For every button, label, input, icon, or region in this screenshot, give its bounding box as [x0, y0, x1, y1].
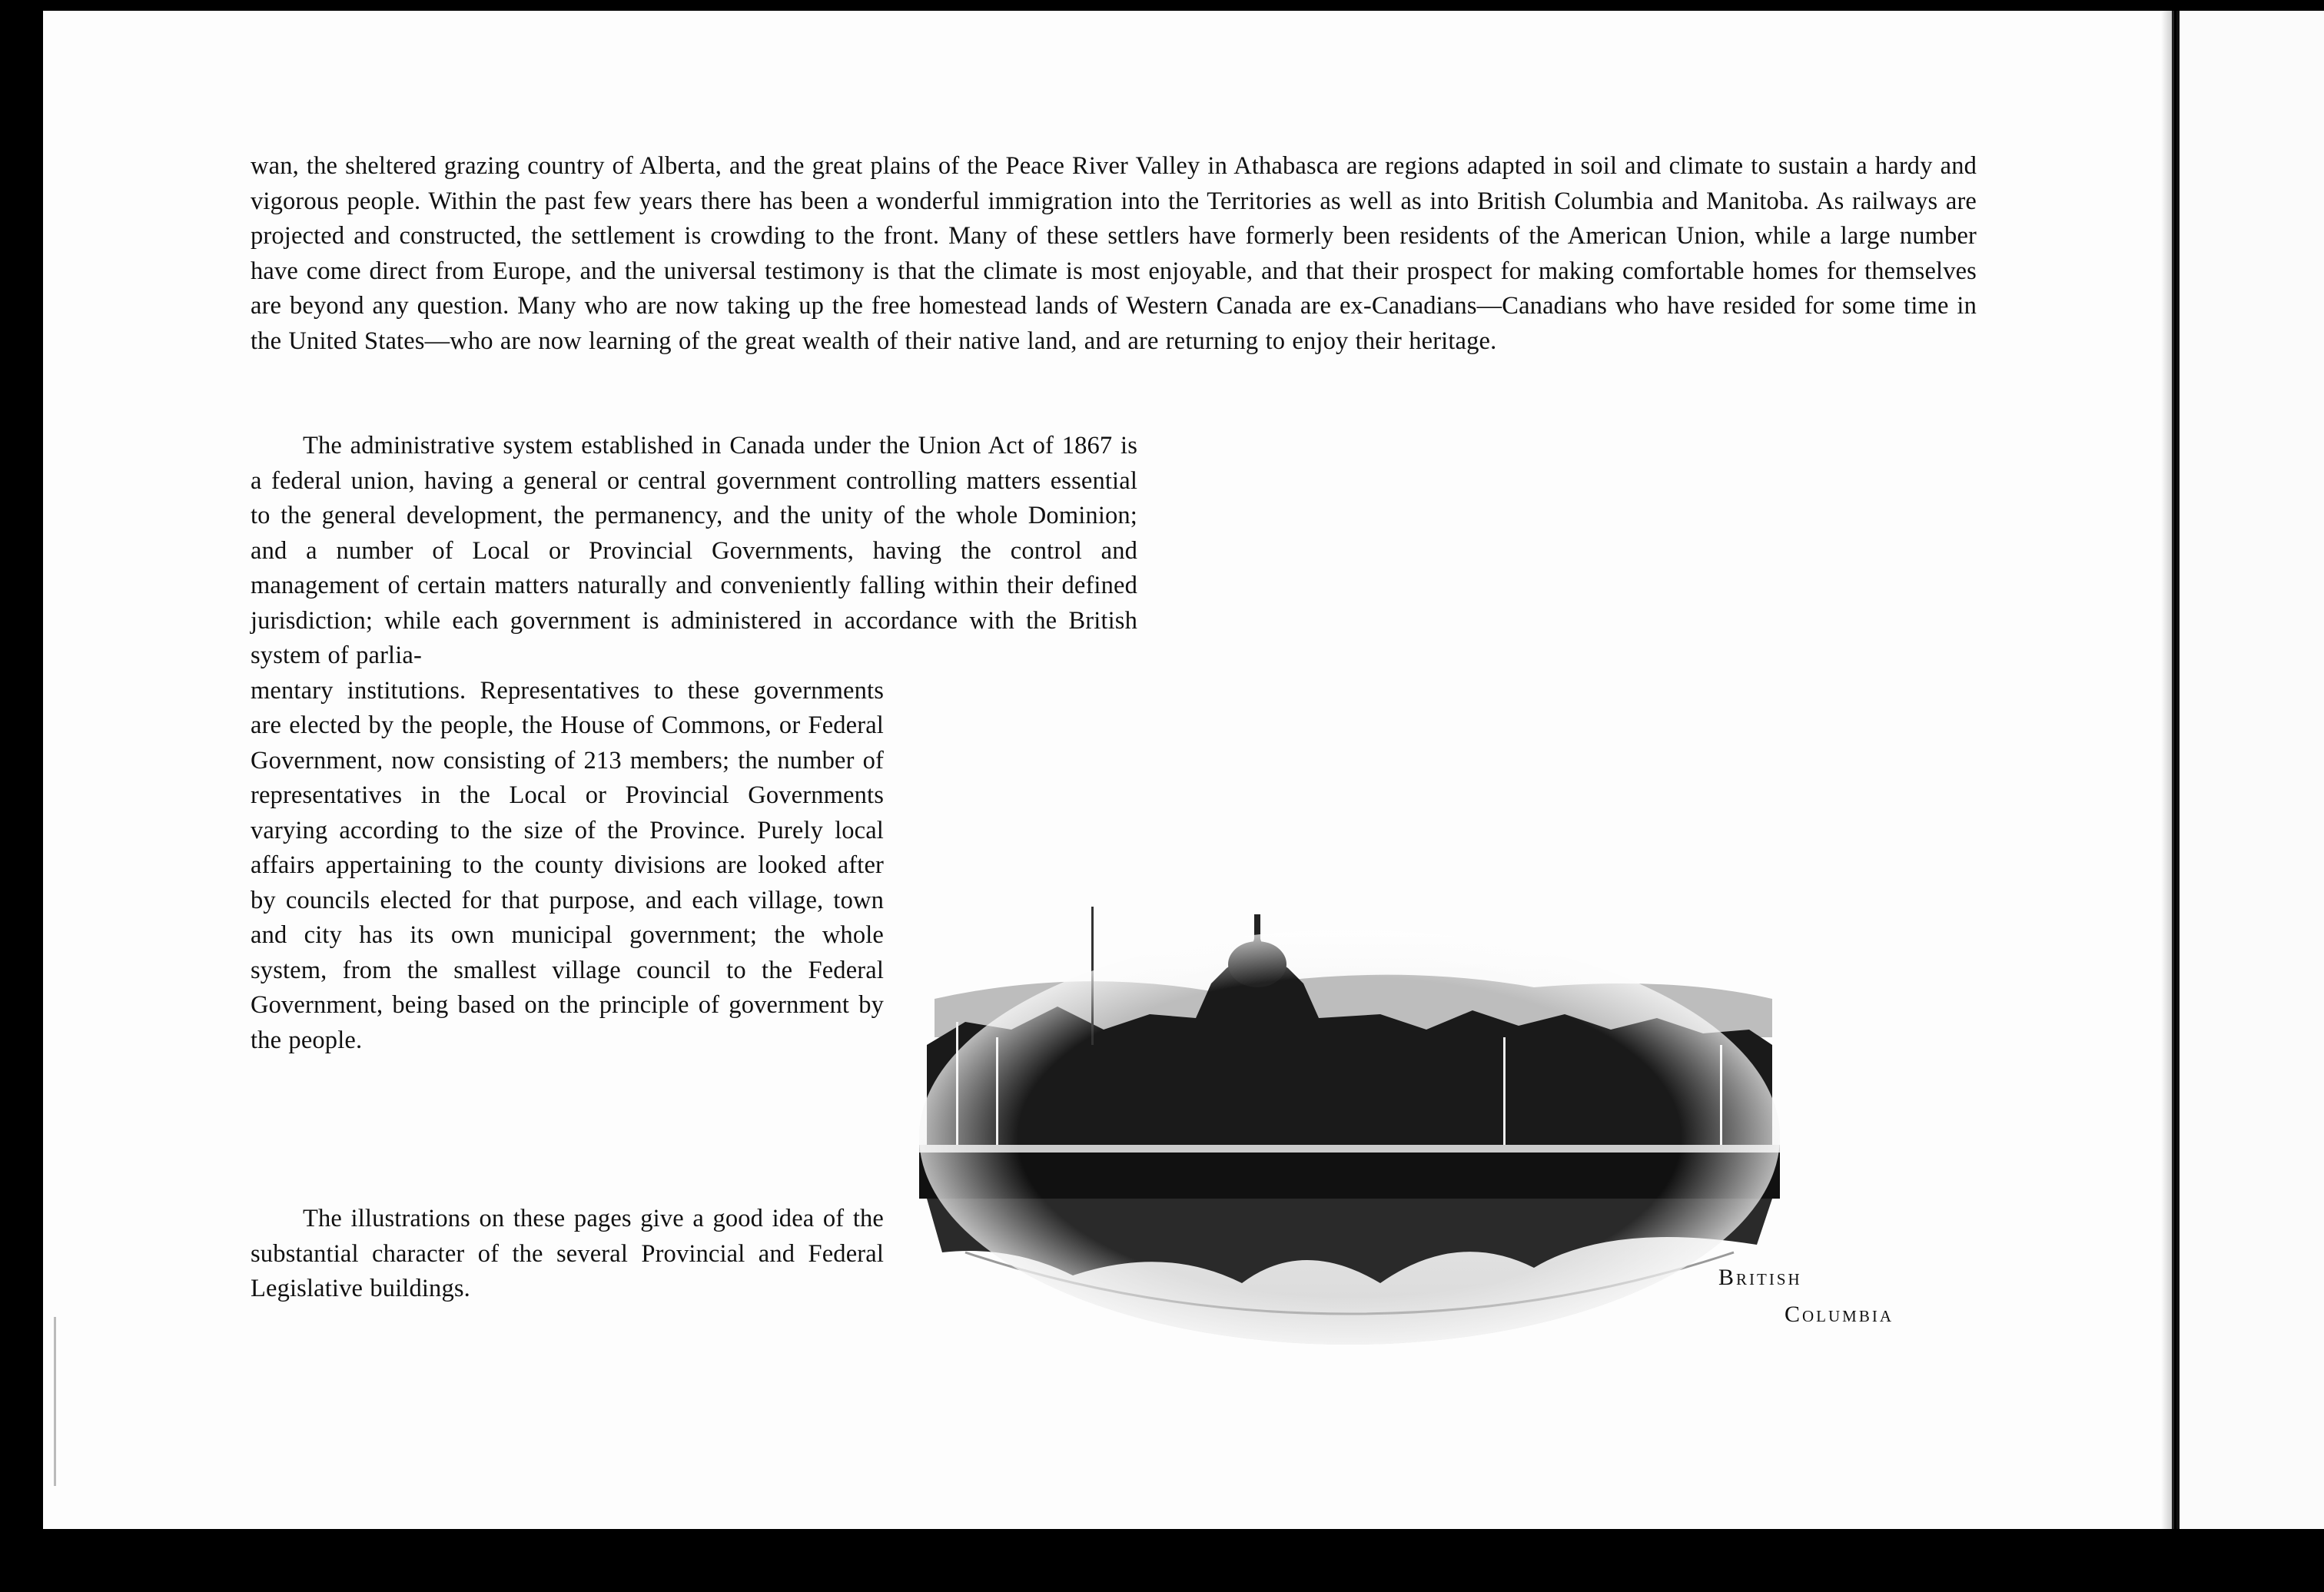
caption-line-1: British: [1718, 1265, 1802, 1290]
page-fold-shadow: [2161, 11, 2172, 1529]
right-page-edge: [2176, 11, 2324, 1529]
paragraph-administrative-system-narrow: mentary institutions. Representatives to these governments are elected by the people, the House of Commons, or Federal Government, now consisting of 213 members; the number of representatives in the Local or Provincial Governments varying according to the size of the Province. Purely local affairs appertaining to the county divisions are looked after by councils elected for that purpose, and each village, town and city has its own municipal government; the whole system, from the smallest village council to the Federal Government, being based on the principle of government by the people.: [251, 676, 884, 1054]
caption-line-2: Columbia: [1784, 1302, 1894, 1327]
margin-rule: [54, 1317, 56, 1486]
paragraph-continuation: wan, the sheltered grazing country of Alberta, and the great plains of the Peace River Valley in Athabasca are regions adapted in soil and climate to sustain a hardy and vigorous people. Within the past few years there has been a wonderful immigration into the Territories as well as into British Columbia and Manitoba. As railways are projected and constructed, the settlement is crowding to the front. Many of these settlers have formerly been residents of the American Union, while a large number have come direct from Europe, and the universal testimony is that the climate is most enjoyable, and that their prospect for making comfortable homes for themselves are beyond any question. Many who are now taking up the free homestead lands of Western Canada are ex-Canadians—Canadians who have resided for some time in the United States—who are now learning of the great wealth of their native land, and are returning to enjoy their heritage.: [251, 152, 1977, 355]
paragraph-administrative-system-wide: The administrative system established in Canada under the Union Act of 1867 is a federal union, having a general or central government controlling matters essential to the general development, the permanency, and the unity of the whole Dominion; and a number of Local or Provincial Governments, having the control and management of certain matters naturally and conveniently falling within their defined jurisdiction; while each government is administered in accordance with the British system of parlia-: [251, 432, 1137, 669]
paragraph-illustrations: The illustrations on these pages give a good idea of the substantial character of the several Provincial and Federal Legislative buildings.: [251, 1205, 884, 1302]
legislature-photograph: [919, 884, 1780, 1345]
